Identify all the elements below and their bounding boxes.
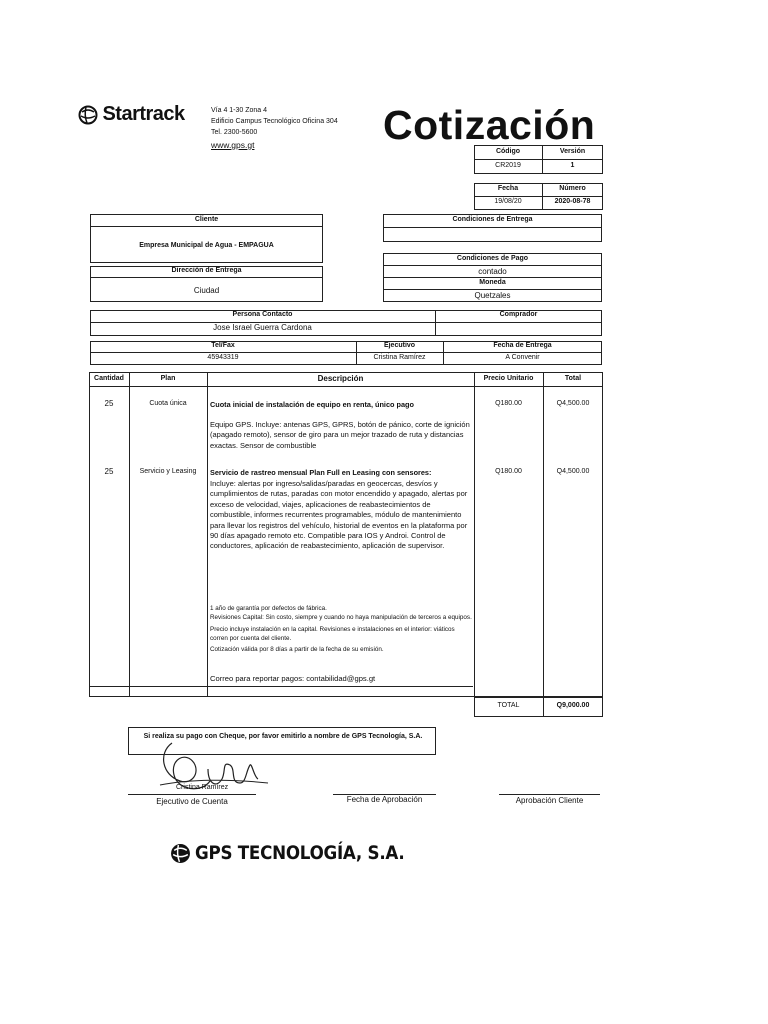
row-title: Cuota inicial de instalación de equipo en renta, único pago [210, 400, 414, 409]
company-phone: Tel. 2300-5600 [211, 129, 258, 136]
header-descripcion: Descripción [317, 374, 364, 383]
moneda-label: Moneda [479, 279, 506, 286]
signature-label-ejecutivo: Ejecutivo de Cuenta [156, 797, 228, 806]
fecha-label: Fecha [497, 185, 519, 192]
codigo-label: Código [495, 148, 521, 155]
startrack-logo [78, 103, 185, 126]
row-description: Equipo GPS. Incluye: antenas GPS, GPRS, botón de pánico, corte de ignición (apagado remoto), sensor de giro para un mejor trazado de ruta y distancias exactas. Sensor de combustible [210, 420, 470, 450]
row-total: Q4,500.00 [556, 468, 590, 475]
address-line-2: Edificio Campus Tecnológico Oficina 304 [211, 118, 338, 125]
row-total: Q4,500.00 [556, 400, 590, 407]
total-value: Q9,000.00 [556, 702, 590, 709]
ejecutivo-value: Cristina Ramírez [373, 354, 426, 361]
row-plan: Cuota única [149, 400, 187, 407]
row-title: Servicio de rastreo mensual Plan Full en Leasing con sensores: [210, 468, 432, 477]
row-qty: 25 [104, 399, 114, 408]
condiciones-entrega-label: Condiciones de Entrega [452, 216, 533, 223]
note-item: Precio incluye instalación en la capital. Revisiones e instalaciones en el interior: viáticos corren por cuenta del cliente. [210, 625, 455, 642]
globe-logo-icon [78, 105, 98, 125]
company-logo-text: Startrack [102, 103, 185, 125]
row-unit-price: Q180.00 [495, 400, 522, 407]
note-item: 1 año de garantía por defectos de fábrica. [210, 605, 327, 612]
signature-label-fecha: Fecha de Aprobación [346, 795, 423, 804]
notes-block [210, 604, 472, 654]
header-cantidad: Cantidad [94, 375, 124, 382]
signature-label-cliente: Aprobación Cliente [515, 796, 584, 805]
comprador-label: Comprador [499, 311, 538, 318]
direccion-value: Ciudad [193, 286, 220, 295]
gps-tecnologia-logo [170, 842, 434, 864]
globe-logo-icon [170, 843, 191, 864]
contacto-label: Persona Contacto [232, 311, 293, 318]
version-label: Versión [559, 148, 586, 155]
row-plan: Servicio y Leasing [139, 468, 197, 475]
tel-label: Tel/Fax [211, 342, 235, 349]
row-unit-price: Q180.00 [495, 468, 522, 475]
fecha-value: 19/08/20 [494, 198, 522, 205]
header-plan: Plan [160, 375, 176, 382]
note-item: Cotización válida por 8 días a partir de la fecha de su emisión. [210, 646, 384, 654]
fecha-entrega-value: A Convenir [505, 354, 540, 361]
fecha-entrega-label: Fecha de Entrega [493, 342, 552, 349]
footer-company-name: GPS TECNOLOGÍA, S.A. [195, 842, 405, 864]
header-precio-unitario: Precio Unitario [483, 375, 534, 382]
row-qty: 25 [104, 467, 114, 476]
numero-value: 2020-08-78 [554, 198, 591, 205]
tel-value: 45943319 [207, 354, 239, 361]
note-item: Revisiones Capital: Sin costo, siempre y cuando no haya manipulación de terceros a equipos. [210, 614, 472, 622]
version-value: 1 [570, 162, 575, 169]
contacto-value: Jose Israel Guerra Cardona [213, 323, 312, 332]
condiciones-pago-label: Condiciones de Pago [456, 255, 529, 262]
direccion-label: Dirección de Entrega [171, 267, 242, 274]
cheque-note: Si realiza su pago con Cheque, por favor emitirlo a nombre de GPS Tecnología, S.A. [143, 733, 423, 740]
email-note: Correo para reportar pagos: contabilidad@gps.gt [210, 674, 376, 683]
cliente-label: Cliente [194, 216, 219, 223]
cliente-value: Empresa Municipal de Agua - EMPAGUA [139, 242, 274, 249]
total-label: TOTAL [497, 702, 520, 709]
numero-label: Número [559, 185, 586, 192]
codigo-value: CR2019 [495, 162, 521, 169]
moneda-value: Quetzales [474, 291, 511, 300]
company-address [211, 105, 338, 151]
row-description: Incluye: alertas por ingreso/salidas/paradas en geocercas, desvíos y cumplimientos de rutas, paradas con motor encendido y apagado, alertas por exceso de velocidad, viajes, aplicaciones de reabastecimientos de combustible, informes recurrentes programables, módulo de mantenimiento para llevar los registros del vehículo, historial de eventos en la plataforma por 90 días apagado remoto etc. Compatible para IOS y Androi. Control de conductores, aplicación de reabastecimiento, aplicación de supervisor. [210, 479, 468, 551]
document-title: Cotización [383, 102, 596, 148]
condiciones-pago-value: contado [478, 267, 507, 276]
company-website[interactable]: www.gps.gt [211, 140, 255, 150]
header-total: Total [564, 375, 582, 382]
ejecutivo-label: Ejecutivo [383, 342, 416, 349]
signer-name: Cristina Ramírez [176, 784, 229, 791]
address-line-1: Vía 4 1-30 Zona 4 [211, 107, 268, 114]
